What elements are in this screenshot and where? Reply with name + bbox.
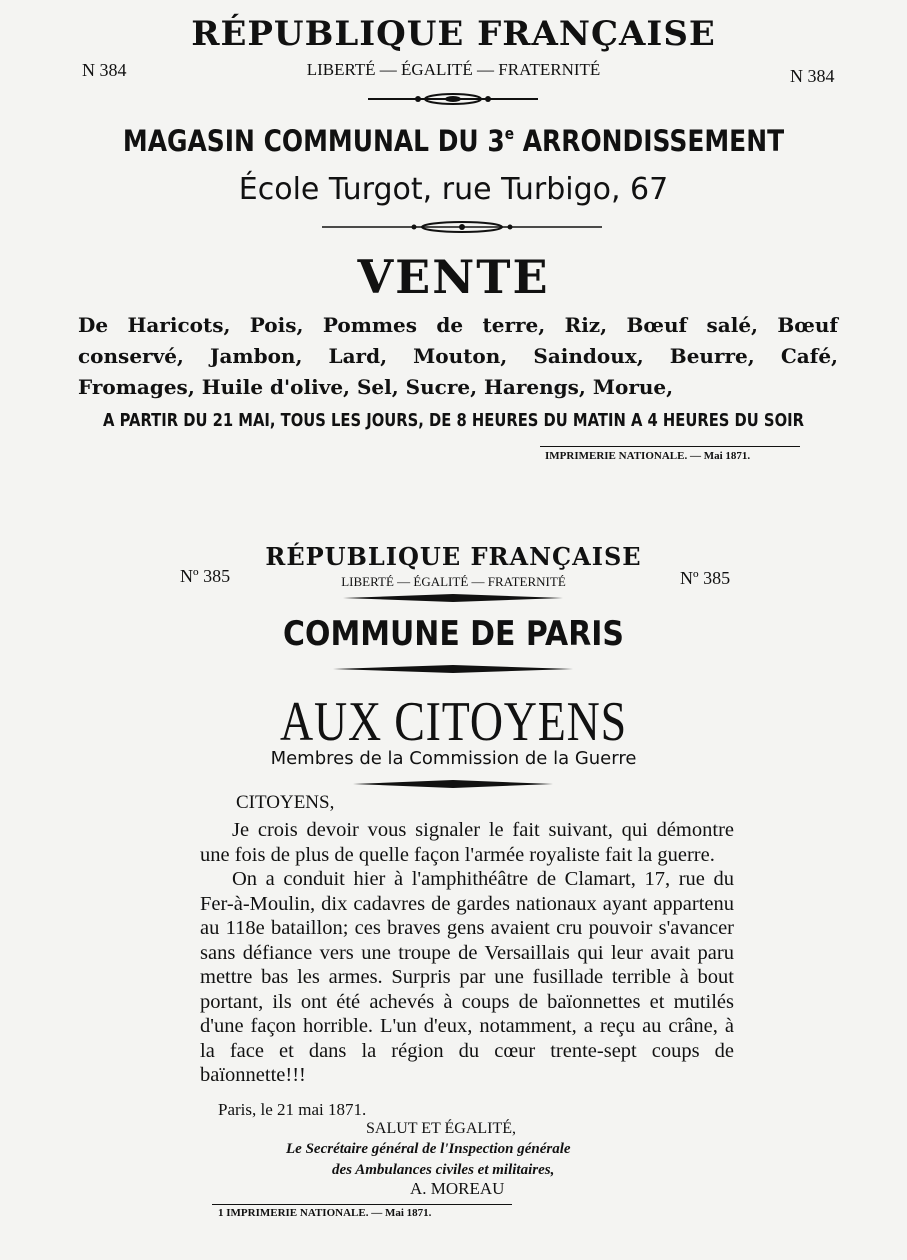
divider (212, 1204, 512, 1205)
poster-number-right: N 384 (790, 66, 835, 86)
body-text (200, 818, 734, 1088)
republic-heading: RÉPUBLIQUE FRANÇAISE (191, 14, 716, 54)
paragraph: Je crois devoir vous signaler le fait suivant, qui démontre une fois de plus de quelle façon l'armée royaliste fait la guerre. (200, 819, 734, 866)
poster-number-left: Nº 385 (180, 566, 231, 586)
schedule-line: A PARTIR DU 21 MAI, TOUS LES JOURS, DE 8 HEURES DU MATIN A 4 HEURES DU SOIR (103, 410, 804, 431)
goods-list: De Haricots, Pois, Pommes de terre, Riz, Bœuf salé, Bœuf conservé, Jambon, Lard, Mouton, Saindoux, Beurre, Café, Fromages, Huile d'olive, Sel, Sucre, Harengs, Morue, (78, 313, 838, 399)
address-line: École Turgot, rue Turbigo, 67 (238, 172, 669, 207)
tapered-rule-icon (353, 780, 553, 788)
poster-number-right: Nº 385 (680, 568, 731, 588)
poster-384 (0, 0, 907, 480)
motto: LIBERTÉ — ÉGALITÉ — FRATERNITÉ (341, 574, 566, 589)
subtitle: Membres de la Commission de la Guerre (270, 748, 637, 769)
ornament-divider-icon (368, 92, 538, 106)
vente-heading: VENTE (357, 250, 550, 304)
date-line: Paris, le 21 mai 1871. (218, 1100, 367, 1119)
closing: SALUT ET ÉGALITÉ, (366, 1120, 517, 1137)
poster-number-left: N 384 (82, 60, 127, 80)
poster-385 (0, 530, 907, 1260)
motto: LIBERTÉ — ÉGALITÉ — FRATERNITÉ (306, 60, 601, 79)
salutation: CITOYENS, (236, 792, 335, 813)
title: AUX CITOYENS (279, 691, 628, 753)
ornament-divider-icon (322, 220, 602, 234)
paragraph: On a conduit hier à l'amphithéâtre de Clamart, 17, rue du Fer-à-Moulin, dix cadavres de gardes nationaux ayant appartenu au 118e bataillon; ces braves gens avaient cru pouvoir s'avancer sans défiance vers une troupe de Versaillais qui leur avait paru mettre bas les armes. Surpris par une fusillade terrible à bout portant, ils ont été achevés à coups de baïonnettes et mutilés d'une façon horrible. L'un d'eux, notamment, a reçu au crâne, à la face et dans la région du cœur trente-sept coups de baïonnette!!! (200, 868, 734, 1086)
magasin-heading: MAGASIN COMMUNAL DU 3e ARRONDISSEMENT (122, 124, 785, 158)
signatory-org: des Ambulances civiles et militaires, (332, 1162, 555, 1178)
republic-heading: RÉPUBLIQUE FRANÇAISE (265, 542, 642, 571)
divider (540, 446, 800, 447)
imprint: IMPRIMERIE NATIONALE. — Mai 1871. (545, 450, 751, 462)
signature: A. MOREAU (410, 1179, 505, 1198)
tapered-rule-icon (343, 594, 563, 602)
imprint: 1 IMPRIMERIE NATIONALE. — Mai 1871. (218, 1207, 432, 1219)
tapered-rule-icon (333, 665, 573, 673)
commune-heading: COMMUNE DE PARIS (283, 614, 624, 654)
signatory-title: Le Secrétaire général de l'Inspection générale (286, 1141, 571, 1157)
